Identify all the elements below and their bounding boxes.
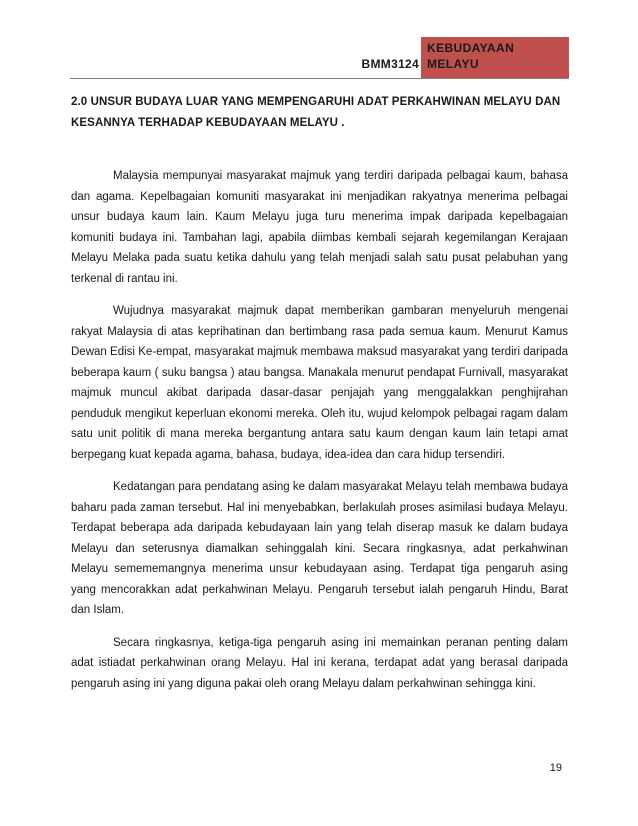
paragraph: Kedatangan para pendatang asing ke dalam masyarakat Melayu telah membawa budaya baharu pada zaman tersebut. Hal ini menyebabkan, berlakulah proses asimilasi budaya Melayu. Terdapat beberapa ada daripada kebudayaan lain yang telah diserap masuk ke dalam budaya Melayu dan seterusnya diamalkan sehinggalah kini. Secara ringkasnya, adat perkahwinan Melayu semememangnya menerima unsur kebudayaan asing. Terdapat tiga pengaruh asing yang mencorakkan adat perkahwinan Melayu. Pengaruh tersebut ialah pengaruh Hindu, Barat dan Islam. bbox=[71, 481, 568, 616]
page-number: 19 bbox=[549, 762, 562, 774]
course-code: BMM3124 bbox=[361, 57, 419, 71]
section-heading: 2.0 UNSUR BUDAYA LUAR YANG MEMPENGARUHI ADAT PERKAHWINAN MELAYU DAN KESANNYA TERHADAP KEBUDAYAAN MELAYU . bbox=[71, 96, 561, 129]
paragraph: Wujudnya masyarakat majmuk dapat memberikan gambaran menyeluruh mengenai rakyat Malaysia di atas keprihatinan dan bertimbang rasa pada semua kaum. Menurut Kamus Dewan Edisi Ke-empat, masyarakat majmuk membawa maksud masyarakat yang terdiri daripada beberapa kaum ( suku bangsa ) atau bangsa. Manakala menurut pendapat Furnivall, masyarakat majmuk muncul akibat daripada dasar-dasar penjajah yang menggalakkan penghijrahan penduduk mengikut keperluan ekonomi mereka. Oleh itu, wujud kelompok pelbagai ragam dalam satu unit politik di mana mereka bergantung antara satu kaum dengan kaum lain tetapi amat berpegang kuat kepada agama, bahasa, budaya, idea-idea dan cara hidup tersendiri. bbox=[71, 305, 568, 461]
page-header bbox=[0, 0, 638, 80]
paragraph: Malaysia mempunyai masyarakat majmuk yang terdiri daripada pelbagai kaum, bahasa dan agama. Kepelbagaian komuniti masyarakat ini menjadikan rakyatnya menerima pelbagai unsur budaya kaum lain. Kaum Melayu juga turu menerima impak daripada kepelbagaian komuniti budaya ini. Tambahan lagi, apabila diimbas kembali sejarah kegemilangan Kerajaan Melayu Melaka pada suatu ketika dahulu yang telah menjadi salah satu pusat pelabuhan yang terkenal di rantau ini. bbox=[71, 170, 568, 285]
course-title-line2: MELAYU bbox=[427, 57, 479, 71]
course-title-line1: KEBUDAYAAN bbox=[427, 41, 515, 55]
body-text bbox=[71, 166, 568, 706]
course-title-box bbox=[421, 37, 569, 78]
header-divider bbox=[70, 78, 569, 79]
paragraph: Secara ringkasnya, ketiga-tiga pengaruh asing ini memainkan peranan penting dalam adat istiadat perkahwinan orang Melayu. Hal ini kerana, terdapat adat yang berasal daripada pengaruh asing ini yang diguna pakai oleh orang Melayu dalam perkahwinan sehingga kini. bbox=[71, 636, 568, 690]
